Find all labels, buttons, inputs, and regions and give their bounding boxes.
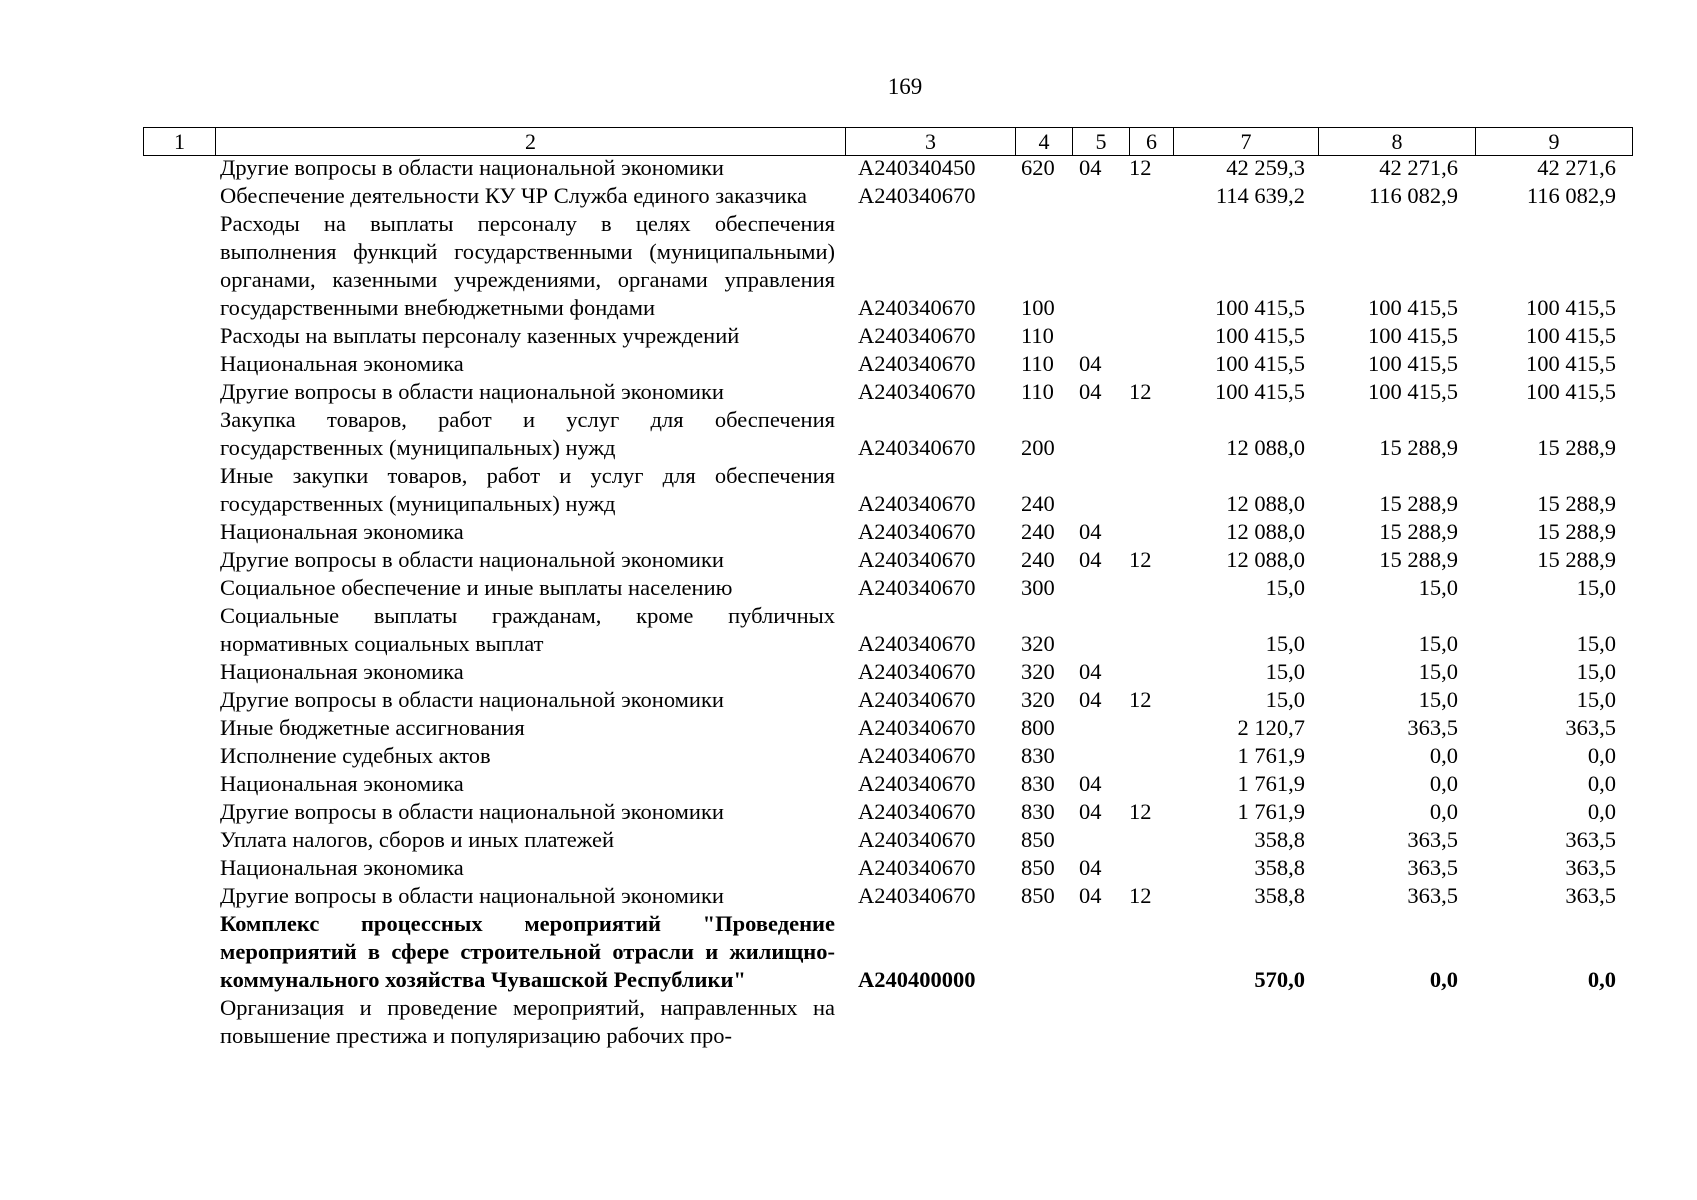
row-section: 04: [1079, 883, 1102, 908]
row-amount-3: 15,0: [1576, 659, 1616, 684]
row-amount-1: 358,8: [1254, 855, 1305, 880]
row-expense-type: 800: [1021, 715, 1055, 740]
row-expense-type: 240: [1021, 491, 1055, 516]
row-amount-3: 0,0: [1587, 799, 1616, 824]
row-name: Другие вопросы в области национальной экономики: [220, 379, 724, 404]
row-section: 04: [1079, 659, 1102, 684]
row-amount-2: 42 271,6: [1379, 155, 1458, 180]
table-row: [143, 574, 1638, 602]
row-expense-type: 320: [1021, 659, 1055, 684]
column-header: 8: [1319, 128, 1476, 156]
table-row: [143, 658, 1638, 686]
page-number: 169: [887, 74, 923, 99]
row-section: 04: [1079, 799, 1102, 824]
row-code: А240340670: [858, 659, 976, 684]
row-name: Расходы на выплаты персоналу в целях обеспечения выполнения функций государственными (муниципальными) органами, казенными учреждениями, органами управления государственными внебюджетными фондами: [220, 211, 835, 320]
row-amount-2: 0,0: [1429, 743, 1458, 768]
row-amount-1: 358,8: [1254, 883, 1305, 908]
row-amount-3: 100 415,5: [1526, 323, 1616, 348]
row-name: Организация и проведение мероприятий, направленных на повышение престижа и популяризацию рабочих про-: [220, 995, 835, 1048]
row-amount-3: 15,0: [1576, 631, 1616, 656]
row-code: А240340670: [858, 631, 976, 656]
row-amount-3: 15 288,9: [1537, 547, 1616, 572]
row-section: 04: [1079, 687, 1102, 712]
row-amount-2: 363,5: [1407, 855, 1458, 880]
row-expense-type: 110: [1021, 351, 1054, 376]
row-amount-1: 15,0: [1265, 631, 1305, 656]
table-row: [143, 154, 1638, 182]
row-amount-3: 15 288,9: [1537, 519, 1616, 544]
table-row: [143, 994, 1638, 1050]
budget-table-body: [143, 154, 1638, 1050]
row-subsection: 12: [1129, 799, 1152, 824]
row-amount-2: 363,5: [1407, 715, 1458, 740]
row-amount-1: 100 415,5: [1215, 351, 1305, 376]
row-section: 04: [1079, 519, 1102, 544]
column-header: 6: [1130, 128, 1174, 156]
row-expense-type: 110: [1021, 379, 1054, 404]
table-row: [143, 462, 1638, 518]
table-row: [143, 406, 1638, 462]
row-code: А240340670: [858, 799, 976, 824]
table-row: [143, 854, 1638, 882]
table-row: [143, 518, 1638, 546]
row-amount-2: 0,0: [1429, 967, 1458, 992]
row-amount-3: 363,5: [1565, 855, 1616, 880]
row-name: Другие вопросы в области национальной экономики: [220, 883, 724, 908]
row-amount-1: 12 088,0: [1226, 519, 1305, 544]
row-amount-2: 116 082,9: [1368, 183, 1458, 208]
row-amount-3: 100 415,5: [1526, 379, 1616, 404]
row-amount-1: 2 120,7: [1237, 715, 1305, 740]
table-row: [143, 714, 1638, 742]
row-section: 04: [1079, 155, 1102, 180]
row-name: Исполнение судебных актов: [220, 743, 491, 768]
row-subsection: 12: [1129, 155, 1152, 180]
row-amount-2: 100 415,5: [1368, 379, 1458, 404]
table-row: [143, 210, 1638, 322]
row-amount-2: 15,0: [1418, 659, 1458, 684]
row-subsection: 12: [1129, 687, 1152, 712]
table-row: [143, 826, 1638, 854]
row-name: Иные закупки товаров, работ и услуг для обеспечения государственных (муниципальных) нужд: [220, 463, 835, 516]
table-row: [143, 882, 1638, 910]
row-amount-2: 100 415,5: [1368, 351, 1458, 376]
table-row: [143, 770, 1638, 798]
row-code: А240340670: [858, 771, 976, 796]
table-row: [143, 686, 1638, 714]
row-amount-1: 15,0: [1265, 659, 1305, 684]
row-code: А240340670: [858, 323, 976, 348]
row-amount-3: 363,5: [1565, 715, 1616, 740]
row-amount-1: 358,8: [1254, 827, 1305, 852]
row-amount-1: 15,0: [1265, 575, 1305, 600]
table-row: [143, 910, 1638, 994]
row-name: Комплекс процессных мероприятий "Проведение мероприятий в сфере строительной отрасли и жилищно-коммунального хозяйства Чувашской Республики": [220, 911, 835, 992]
row-amount-1: 100 415,5: [1215, 379, 1305, 404]
row-amount-2: 15 288,9: [1379, 491, 1458, 516]
row-name: Национальная экономика: [220, 771, 464, 796]
row-amount-3: 42 271,6: [1537, 155, 1616, 180]
row-expense-type: 830: [1021, 743, 1055, 768]
row-amount-2: 363,5: [1407, 883, 1458, 908]
row-expense-type: 320: [1021, 687, 1055, 712]
row-name: Национальная экономика: [220, 659, 464, 684]
row-amount-1: 1 761,9: [1237, 799, 1305, 824]
row-name: Другие вопросы в области национальной экономики: [220, 155, 724, 180]
row-code: А240340670: [858, 743, 976, 768]
table-row: [143, 602, 1638, 658]
row-code: А240340670: [858, 519, 976, 544]
row-code: А240340670: [858, 183, 976, 208]
row-code: А240340670: [858, 295, 976, 320]
row-amount-1: 100 415,5: [1215, 295, 1305, 320]
row-section: 04: [1079, 547, 1102, 572]
row-expense-type: 850: [1021, 855, 1055, 880]
table-row: [143, 378, 1638, 406]
row-amount-2: 0,0: [1429, 799, 1458, 824]
column-header: 3: [846, 128, 1016, 156]
column-header: 1: [144, 128, 216, 156]
column-header: 7: [1174, 128, 1319, 156]
row-name: Другие вопросы в области национальной экономики: [220, 687, 724, 712]
row-amount-1: 12 088,0: [1226, 547, 1305, 572]
row-code: А240340670: [858, 827, 976, 852]
row-amount-3: 363,5: [1565, 827, 1616, 852]
row-amount-3: 100 415,5: [1526, 295, 1616, 320]
row-section: 04: [1079, 379, 1102, 404]
row-name: Уплата налогов, сборов и иных платежей: [220, 827, 615, 852]
row-expense-type: 320: [1021, 631, 1055, 656]
row-name: Обеспечение деятельности КУ ЧР Служба единого заказчика: [220, 183, 808, 208]
row-amount-3: 0,0: [1587, 967, 1616, 992]
row-section: 04: [1079, 855, 1102, 880]
row-amount-2: 15,0: [1418, 575, 1458, 600]
row-expense-type: 300: [1021, 575, 1055, 600]
row-name: Другие вопросы в области национальной экономики: [220, 547, 724, 572]
row-amount-3: 363,5: [1565, 883, 1616, 908]
row-amount-2: 100 415,5: [1368, 323, 1458, 348]
row-amount-3: 15 288,9: [1537, 491, 1616, 516]
row-name: Закупка товаров, работ и услуг для обеспечения государственных (муниципальных) нужд: [220, 407, 835, 460]
column-header-row: [143, 127, 1633, 156]
column-header: 9: [1476, 128, 1633, 156]
row-name: Национальная экономика: [220, 855, 464, 880]
row-code: А240340670: [858, 351, 976, 376]
row-amount-3: 15 288,9: [1537, 435, 1616, 460]
row-name: Национальная экономика: [220, 351, 464, 376]
row-amount-2: 15 288,9: [1379, 519, 1458, 544]
row-amount-2: 15 288,9: [1379, 435, 1458, 460]
row-expense-type: 830: [1021, 771, 1055, 796]
row-amount-1: 1 761,9: [1237, 771, 1305, 796]
row-amount-2: 15,0: [1418, 687, 1458, 712]
row-amount-1: 12 088,0: [1226, 435, 1305, 460]
row-name: Национальная экономика: [220, 519, 464, 544]
row-code: А240340670: [858, 435, 976, 460]
row-expense-type: 830: [1021, 799, 1055, 824]
row-code: А240340670: [858, 491, 976, 516]
row-amount-3: 100 415,5: [1526, 351, 1616, 376]
table-row: [143, 350, 1638, 378]
row-name: Иные бюджетные ассигнования: [220, 715, 525, 740]
row-code: А240400000: [858, 967, 976, 992]
row-name: Социальное обеспечение и иные выплаты населению: [220, 575, 733, 600]
row-expense-type: 100: [1021, 295, 1055, 320]
row-subsection: 12: [1129, 883, 1152, 908]
row-section: 04: [1079, 771, 1102, 796]
table-row: [143, 546, 1638, 574]
row-code: А240340670: [858, 715, 976, 740]
table-row: [143, 322, 1638, 350]
row-code: А240340670: [858, 687, 976, 712]
table-row: [143, 742, 1638, 770]
row-amount-3: 15,0: [1576, 575, 1616, 600]
row-expense-type: 110: [1021, 323, 1054, 348]
row-amount-2: 15,0: [1418, 631, 1458, 656]
row-code: А240340670: [858, 379, 976, 404]
row-subsection: 12: [1129, 379, 1152, 404]
column-header: 5: [1073, 128, 1130, 156]
row-amount-3: 116 082,9: [1526, 183, 1616, 208]
row-amount-1: 1 761,9: [1237, 743, 1305, 768]
row-amount-2: 15 288,9: [1379, 547, 1458, 572]
row-section: 04: [1079, 351, 1102, 376]
row-code: А240340670: [858, 547, 976, 572]
row-amount-1: 570,0: [1254, 967, 1305, 992]
row-amount-2: 100 415,5: [1368, 295, 1458, 320]
row-amount-1: 42 259,3: [1226, 155, 1305, 180]
row-code: А240340670: [858, 575, 976, 600]
row-amount-1: 114 639,2: [1215, 183, 1305, 208]
row-expense-type: 850: [1021, 827, 1055, 852]
row-amount-1: 15,0: [1265, 687, 1305, 712]
row-code: А240340450: [858, 155, 976, 180]
table-row: [143, 798, 1638, 826]
row-name: Расходы на выплаты персоналу казенных учреждений: [220, 323, 740, 348]
column-header: 2: [216, 128, 846, 156]
row-expense-type: 620: [1021, 155, 1055, 180]
table-row: [143, 182, 1638, 210]
row-amount-3: 0,0: [1587, 771, 1616, 796]
row-amount-3: 15,0: [1576, 687, 1616, 712]
row-expense-type: 240: [1021, 547, 1055, 572]
row-expense-type: 240: [1021, 519, 1055, 544]
row-subsection: 12: [1129, 547, 1152, 572]
row-amount-1: 12 088,0: [1226, 491, 1305, 516]
row-amount-1: 100 415,5: [1215, 323, 1305, 348]
row-expense-type: 200: [1021, 435, 1055, 460]
row-expense-type: 850: [1021, 883, 1055, 908]
row-amount-3: 0,0: [1587, 743, 1616, 768]
row-amount-2: 363,5: [1407, 827, 1458, 852]
row-name: Другие вопросы в области национальной экономики: [220, 799, 724, 824]
row-code: А240340670: [858, 883, 976, 908]
row-name: Социальные выплаты гражданам, кроме публичных нормативных социальных выплат: [220, 603, 835, 656]
column-header: 4: [1016, 128, 1073, 156]
row-code: А240340670: [858, 855, 976, 880]
row-amount-2: 0,0: [1429, 771, 1458, 796]
